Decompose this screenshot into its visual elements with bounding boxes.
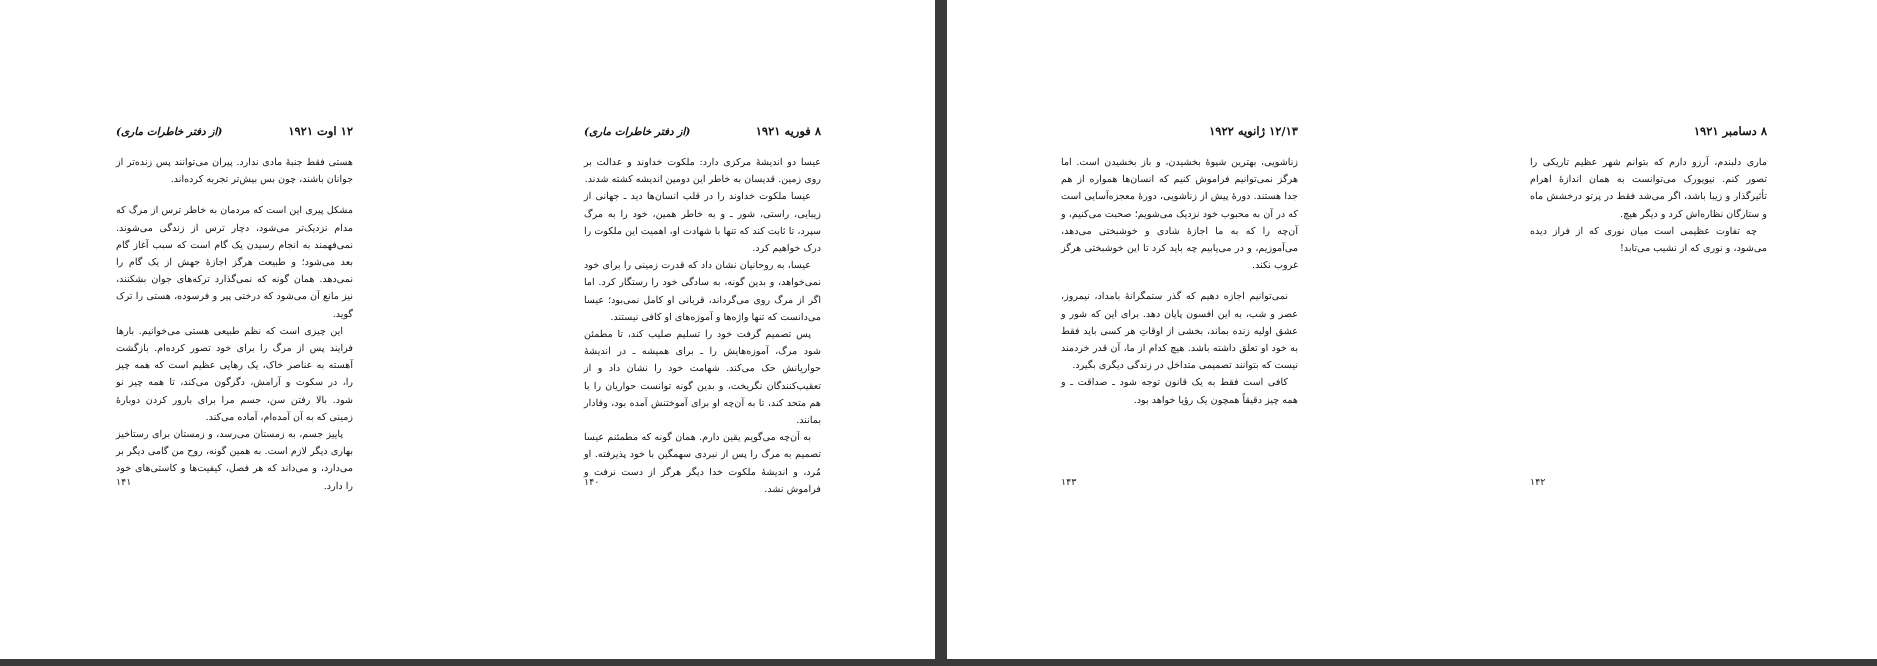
paragraph: به آن‌چه می‌گویم یقین دارم. همان گونه که مطمئنم عیسا تصمیم به مرگ را پس از نبردی سهمگین با خود پذیرفته. او مُرد، و اندیشهٔ ملکوت خدا دیگر هرگز از دست نرفت و فراموش نشد. <box>584 432 821 495</box>
page-body <box>1530 154 1767 257</box>
paragraph: زناشویی، بهترین شیوهٔ بخشیدن، و باز بخشیدن است. اما هرگز نمی‌توانیم فراموش کنیم که انسان‌ها همواره از هم جدا هستند. دورهٔ پیش از زناشویی، دورهٔ معجزه‌آسایی است که در آن به محبوب خود نزدیک می‌شویم؛ صحبت می‌کنیم، و آن‌چه را که به ما اجازهٔ شادی و خوشبختی می‌دهد، می‌آموزیم، و در می‌یابیم چه باید کرد تا این خوشبختی هرگز غروب نکند. <box>1061 157 1298 272</box>
paragraph: نمی‌توانیم اجازه دهیم که گذر ستمگرانهٔ بامداد، نیمروز، عصر و شب، به این افسون پایان دهد. برای این که شور و عشق اولیه زنده بماند، بخشی از اوقاتِ هر کسی باید فقط به خود او تعلق داشته باشد. هیچ کدام از ما، آن قدر خردمند نیست که بتوانند تصمیمی متداخل در زندگی دیگری بگیرد. <box>1061 291 1298 372</box>
paragraph: چه تفاوت عظیمی است میان نوری که از فراز دیده می‌شود، و نوری که از نشیب می‌تابد! <box>1530 225 1767 255</box>
page-143 <box>1061 124 1298 488</box>
paragraph: عیسا، به روحانیان نشان داد که قدرت زمینی را برای خود نمی‌خواهد، و بدین گونه، به سادگی خود را رستگار کرد. اما اگر از مرگ روی می‌گرداند، قربانی او کامل نمی‌بود؛ عیسا می‌دانست که تنها واژه‌ها و آموزه‌های او کافی نیستند. <box>584 260 821 323</box>
page-number: ۱۴۱ <box>116 477 132 488</box>
spread-left <box>0 0 935 659</box>
paragraph: کافی است فقط به یک قانون توجه شود ـ صداقت ـ و همه چیز دقیقاً همچون یک رؤیا خواهد بود. <box>1061 377 1298 406</box>
page-140 <box>584 124 821 495</box>
entry-date: ۸ فوریه ۱۹۲۱ <box>755 124 821 138</box>
page-141 <box>116 124 353 492</box>
page-header <box>1061 124 1298 140</box>
paragraph: هستی فقط جنبهٔ مادی ندارد. پیران می‌توانند پس زنده‌تر از جوانان باشند، چون بس بیش‌تر تجربه کرده‌اند. <box>116 157 353 186</box>
entry-source-note: (از دفتر خاطرات ماری) <box>584 126 691 138</box>
viewer-bottom-edge <box>0 659 1877 666</box>
page-body <box>116 154 353 495</box>
page-header <box>584 124 821 140</box>
page-number: ۱۴۳ <box>1061 477 1077 488</box>
page-body <box>584 154 821 498</box>
page-header <box>1530 124 1767 140</box>
page-number: ۱۴۲ <box>1530 477 1546 488</box>
paragraph: پس تصمیم گرفت خود را تسلیم صلیب کند، تا مطمئن شود مرگ، آموزه‌هایش را ـ برای همیشه ـ در اندیشهٔ حواریانش حک می‌کند. شهامت خود را نشان داد و از تعقیب‌کنندگان نگریخت، و بدین گونه توانست حواریان را با هم متحد کند، تا به آن‌چه او برای آموختنش آمده بود، وفادار بمانند. <box>584 329 821 427</box>
page-142 <box>1530 124 1767 488</box>
paragraph: عیسا ملکوت خداوند را در قلب انسان‌ها دید ـ جهانی از زیبایی، راستی، شور ـ و به خاطر همین، خود را به مرگ سپرد، تا ثابت کند که تنها با شهادت او، اهمیت این ملکوت را درک خواهیم کرد. <box>584 191 821 255</box>
spread-right <box>947 0 1877 659</box>
entry-date: ۱۲ اوت ۱۹۲۱ <box>288 124 353 138</box>
paragraph: این چیزی است که نظم طبیعی هستی می‌خوانیم. بارها فرایند پس از مرگ را برای خود تصور کرده‌ام. بازگشت آهسته به عناصر خاک، یک رهایی عظیم است که همه چیز را، در سکوت و آرامش، دگرگون می‌کند، تا همه چیز نو شود. بالا رفتن سن، جسم مرا برای بارور کردن دوبارهٔ زمینی که به آن آمده‌ام، آماده می‌کند. <box>116 325 353 423</box>
spread-divider <box>935 0 947 666</box>
page-number: ۱۴۰ <box>584 477 600 488</box>
entry-date: ۸ دسامبر ۱۹۲۱ <box>1693 124 1767 138</box>
paragraph: مشکل پیری این است که مردمان به خاطر ترس از مرگ که مدام نزدیک‌تر می‌شود، دچار ترس از زندگی می‌شوند. نمی‌فهمند به انجام رسیدن یک گام است که سبب آغاز گام بعد می‌شود؛ و طبیعت هرگز اجازهٔ جهش از یک گام را نمی‌دهد. همان گونه که نمی‌گذارد ترکه‌های جوان بشکنند، نیز مانع آن می‌شود که درختی پیر و فرسوده، هستی را ترک گوید. <box>116 205 353 320</box>
entry-source-note: (از دفتر خاطرات ماری) <box>116 126 223 138</box>
page-body <box>1061 154 1298 409</box>
paragraph: عیسا دو اندیشهٔ مرکزی دارد: ملکوت خداوند و عدالت بر روی زمین. قدیسان به خاطر این دومین اندیشه کشته شدند. <box>584 157 821 186</box>
paragraph: ماری دلبندم، آرزو دارم که بتوانم شهر عظیم تاریکی را تصور کنم. نیویورک می‌توانست به همان اندازهٔ اهرام تأثیرگذار و زیبا باشد، اگر می‌شد فقط در پرتو درخشش ماه و ستارگان نظاره‌اش کرد و دیگر هیچ. <box>1530 157 1767 220</box>
page-header <box>116 124 353 140</box>
paragraph: پاییز جسم، به زمستان می‌رسد، و زمستان برای رستاخیز بهاری دیگر لازم است. به همین گونه، روح من گامی دیگر بر می‌دارد، و می‌داند که هر فصل، کیفیت‌ها و کاستی‌های خود را دارد. <box>116 429 353 492</box>
entry-date: ۱۲/۱۳ ژانویه ۱۹۲۲ <box>1209 124 1298 138</box>
